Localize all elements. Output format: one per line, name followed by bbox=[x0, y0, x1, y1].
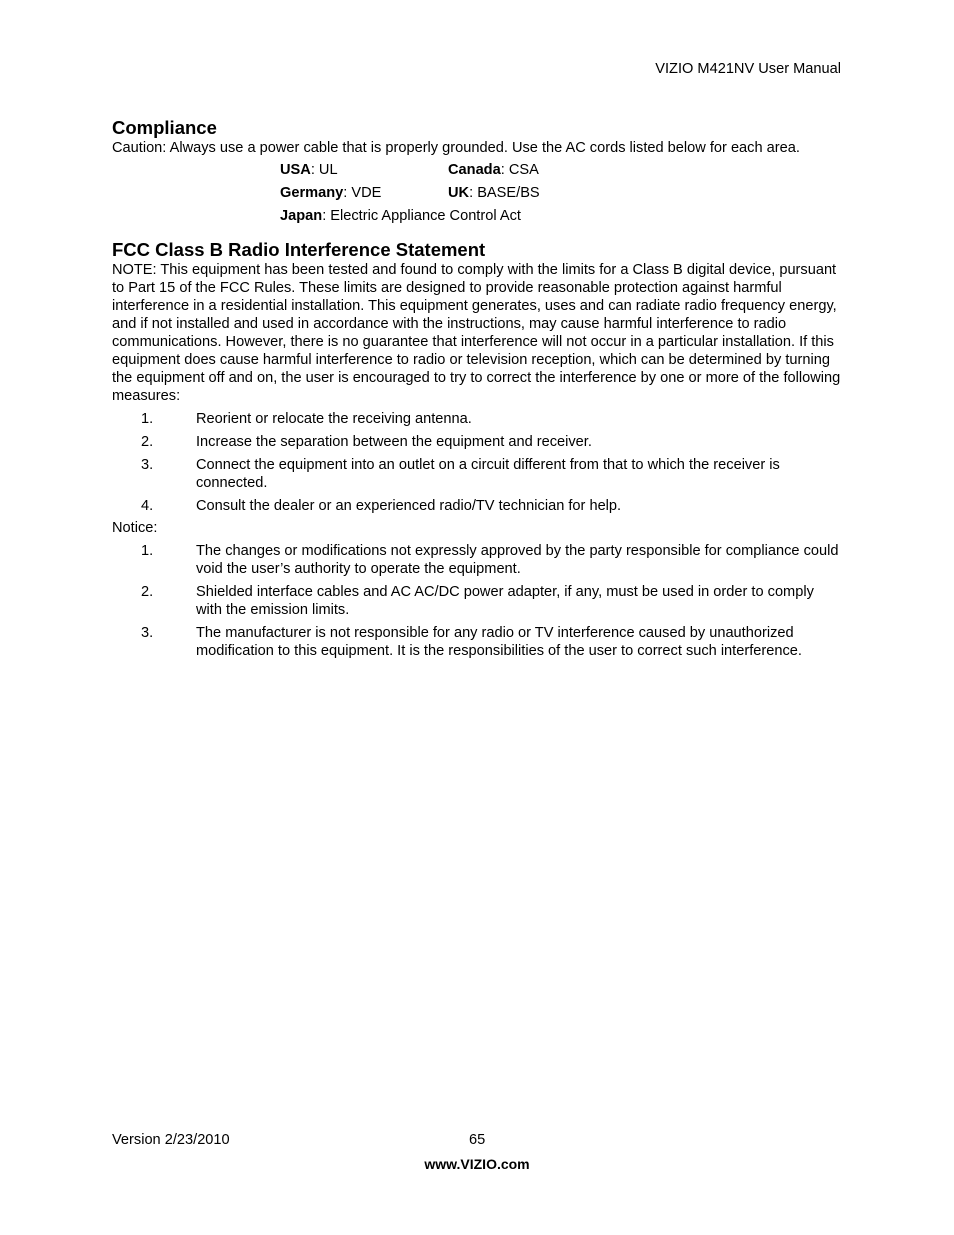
cords-row bbox=[280, 207, 842, 225]
fcc-section bbox=[112, 239, 842, 660]
cords-row bbox=[280, 161, 842, 179]
notices-list bbox=[112, 542, 842, 660]
page-content bbox=[112, 117, 842, 665]
fcc-heading: FCC Class B Radio Interference Statement bbox=[112, 239, 486, 260]
list-item: 2. Shielded interface cables and AC AC/DC power adapter, if any, must be used in order to comply with the emission limits. bbox=[141, 584, 814, 618]
list-item: 1. Reorient or relocate the receiving antenna. bbox=[141, 411, 472, 427]
footer-website: www.VIZIO.com bbox=[424, 1156, 530, 1172]
cord-germany: Germany: VDE bbox=[280, 185, 382, 201]
cord-japan: Japan: Electric Appliance Control Act bbox=[280, 208, 521, 224]
ac-cords-table bbox=[280, 161, 842, 225]
cords-row bbox=[280, 184, 842, 202]
page-number: 65 bbox=[469, 1132, 486, 1148]
compliance-caution: Caution: Always use a power cable that is properly grounded. Use the AC cords listed below for each area. bbox=[112, 140, 800, 156]
measures-list bbox=[112, 410, 842, 515]
list-item: 2. Increase the separation between the equipment and receiver. bbox=[141, 434, 592, 450]
footer-version: Version 2/23/2010 bbox=[112, 1132, 230, 1148]
list-item: 3. Connect the equipment into an outlet on a circuit different from that to which the receiver is connected. bbox=[141, 457, 780, 491]
compliance-heading: Compliance bbox=[112, 117, 217, 138]
list-item: 1. The changes or modifications not expressly approved by the party responsible for compliance could void the user’s authority to operate the equipment. bbox=[141, 543, 839, 577]
fcc-note: NOTE: This equipment has been tested and found to comply with the limits for a Class B digital device, pursuant to Part 15 of the FCC Rules. These limits are designed to provide reasonable protection against harmful interference in a residential installation. This equipment generates, uses and can radiate radio frequency energy, and if not installed and used in accordance with the instructions, may cause harmful interference to radio communications. However, there is no guarantee that interference will not occur in a particular installation. If this equipment does cause harmful interference to radio or television reception, which can be determined by turning the equipment off and on, the user is encouraged to try to correct the interference by one or more of the following measures: bbox=[112, 262, 841, 404]
list-item: 3. The manufacturer is not responsible for any radio or TV interference caused by unauthorized modification to this equipment. It is the responsibilities of the user to correct such interference. bbox=[141, 625, 802, 659]
cord-usa: USA: UL bbox=[280, 162, 338, 178]
notice-label: Notice: bbox=[112, 520, 158, 536]
list-item: 4. Consult the dealer or an experienced radio/TV technician for help. bbox=[141, 498, 622, 514]
cord-canada: Canada: CSA bbox=[448, 162, 539, 178]
manual-title: VIZIO M421NV User Manual bbox=[655, 61, 841, 77]
cord-uk: UK: BASE/BS bbox=[448, 185, 540, 201]
